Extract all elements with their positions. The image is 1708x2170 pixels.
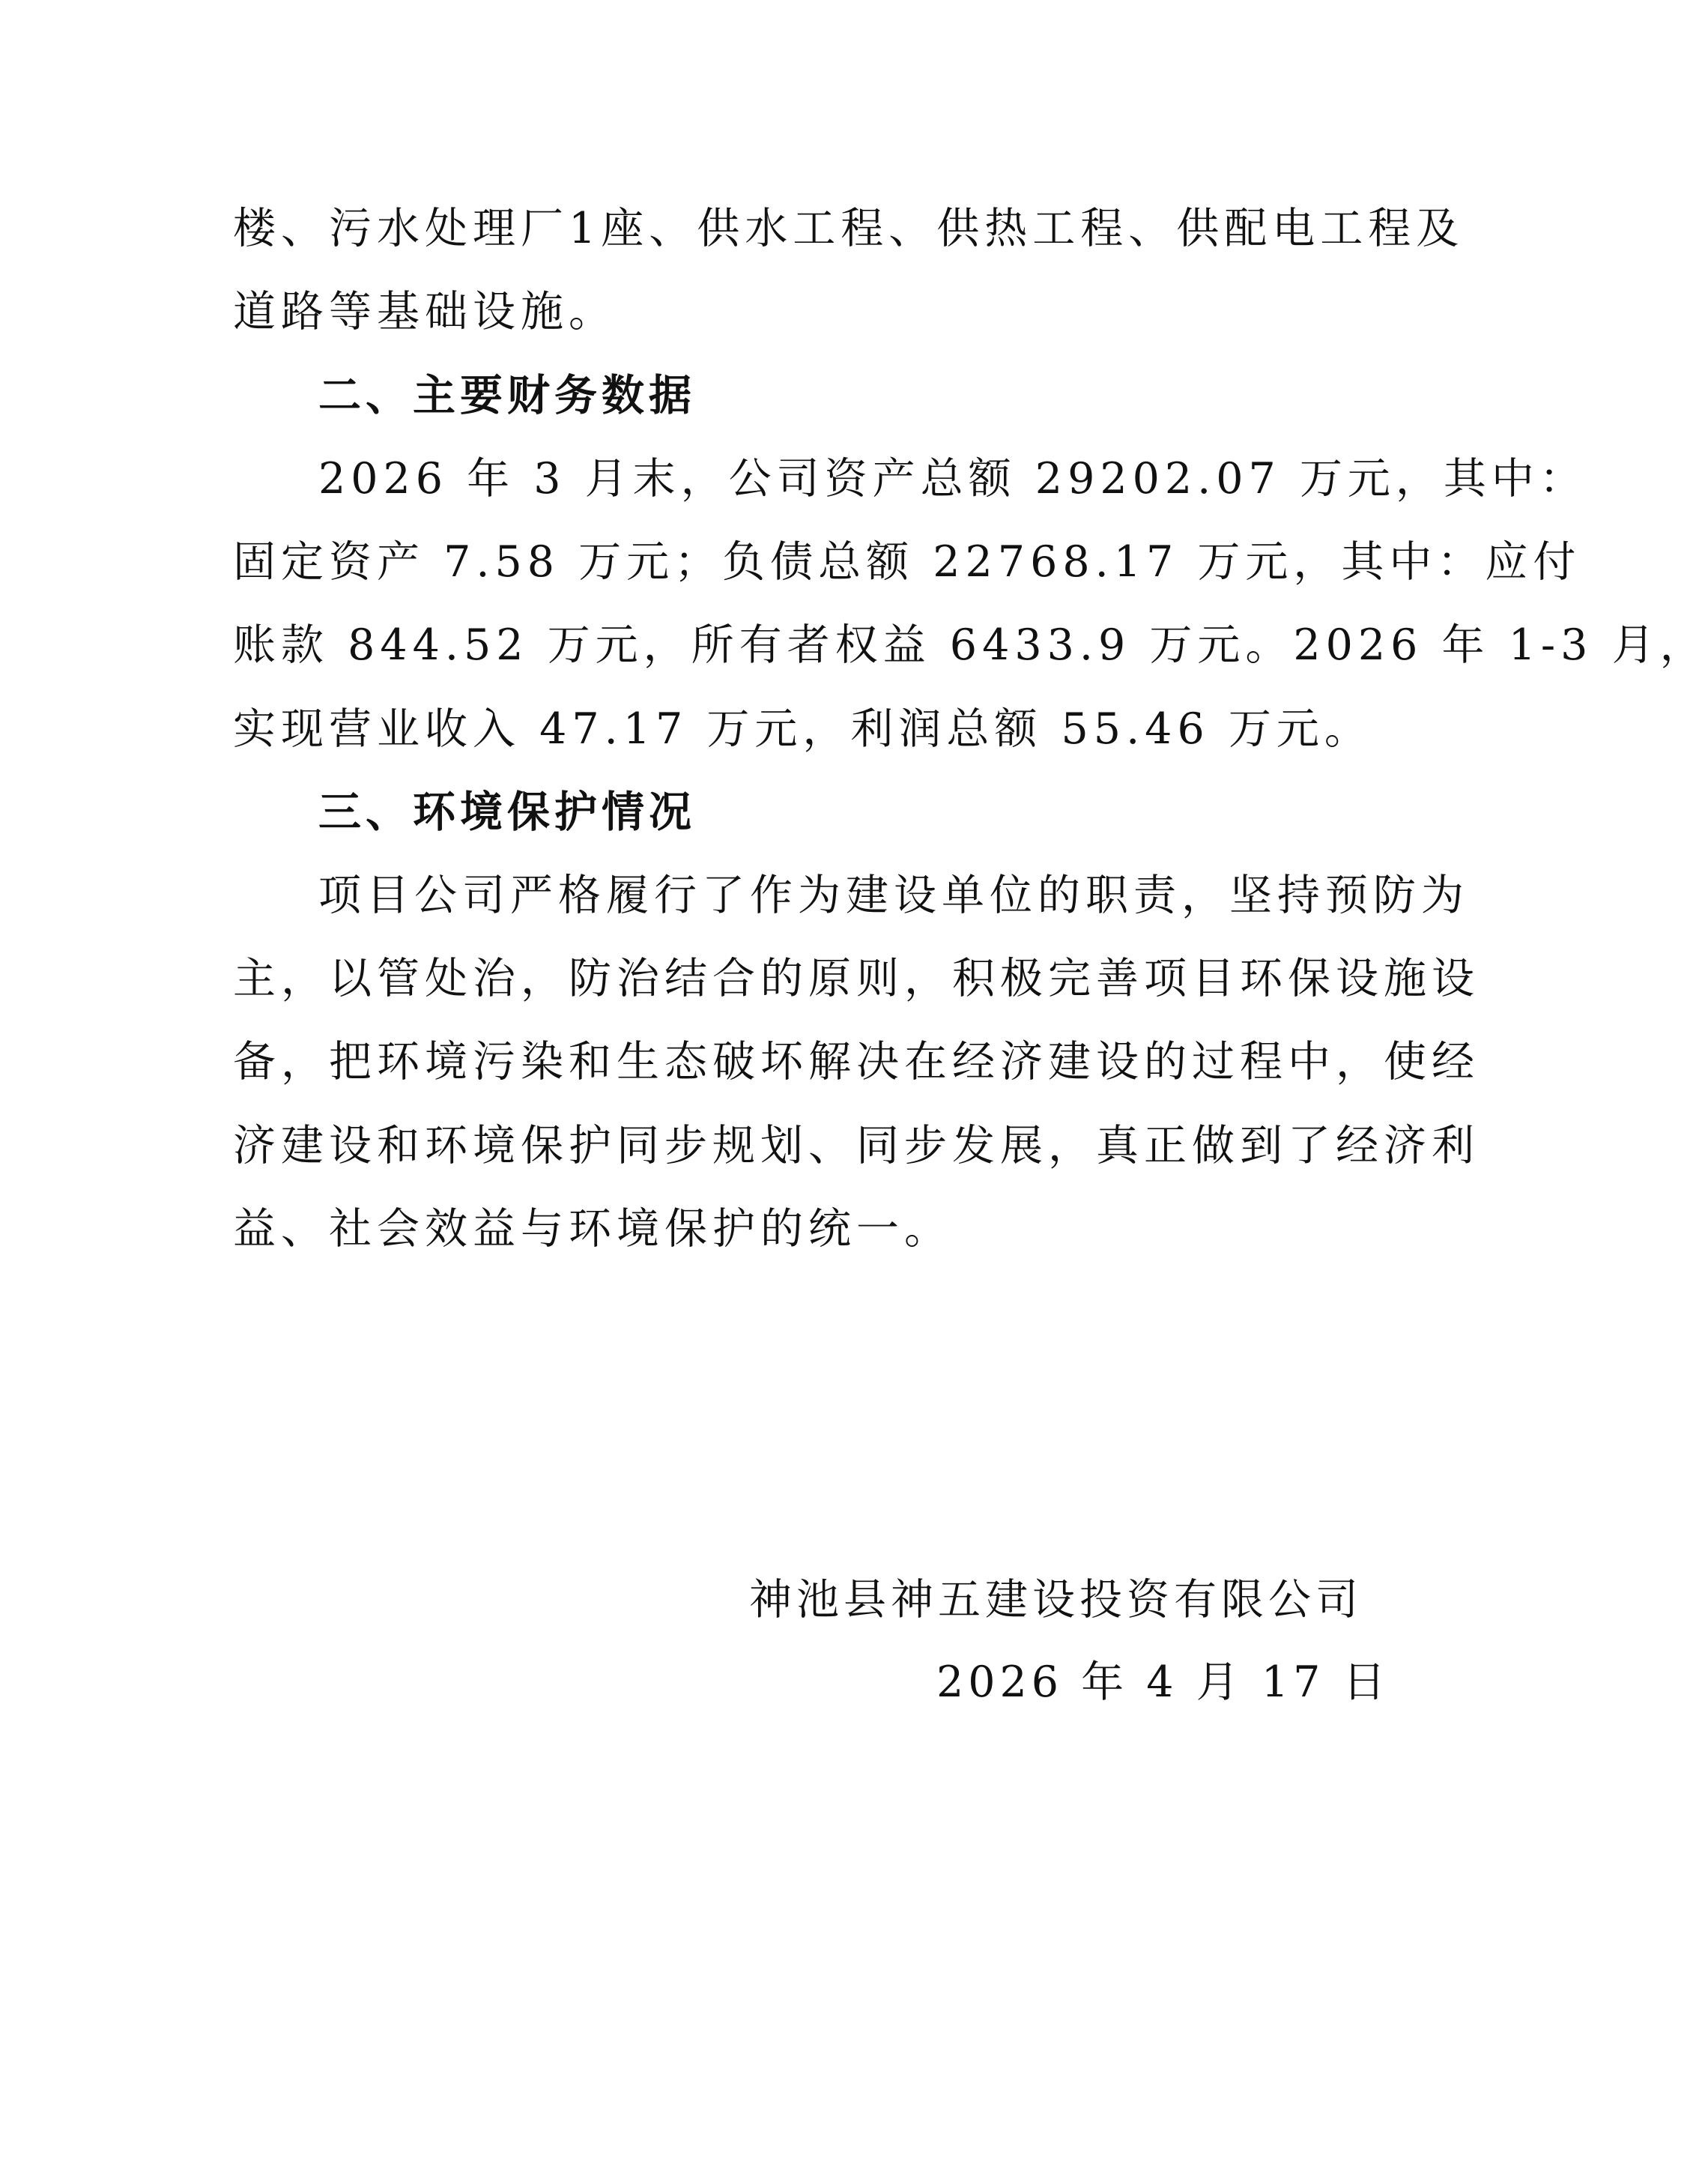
financial-paragraph-line-2: 固定资产 7.58 万元；负债总额 22768.17 万元，其中：应付 [233,537,1581,587]
environment-paragraph-line-2: 主，以管处治，防治结合的原则，积极完善项目环保设施设 [233,954,1480,1003]
continuation-line-2: 道路等基础设施。 [233,287,617,336]
environment-paragraph-line-1: 项目公司严格履行了作为建设单位的职责，坚持预防为 [318,871,1469,920]
environment-paragraph-line-3: 备，把环境污染和生态破坏解决在经济建设的过程中，使经 [233,1037,1480,1086]
signature-date: 2026 年 4 月 17 日 [936,1657,1390,1707]
environment-paragraph-line-5: 益、社会效益与环境保护的统一。 [233,1204,952,1254]
continuation-line-1: 楼、污水处理厂1座、供水工程、供热工程、供配电工程及 [233,204,1465,253]
signature-company: 神池县神五建设投资有限公司 [749,1575,1363,1625]
environment-paragraph-line-4: 济建设和环境保护同步规划、同步发展，真正做到了经济利 [233,1121,1480,1170]
financial-paragraph-line-4: 实现营业收入 47.17 万元，利润总额 55.46 万元。 [233,704,1372,754]
financial-paragraph-line-3: 账款 844.52 万元，所有者权益 6433.9 万元。2026 年 1-3 月， [233,620,1708,670]
financial-paragraph-line-1: 2026 年 3 月末，公司资产总额 29202.07 万元，其中： [318,454,1587,504]
section-heading-environmental-protection: 三、环境保护情况 [318,788,696,837]
section-heading-financial-data: 二、主要财务数据 [318,371,696,420]
